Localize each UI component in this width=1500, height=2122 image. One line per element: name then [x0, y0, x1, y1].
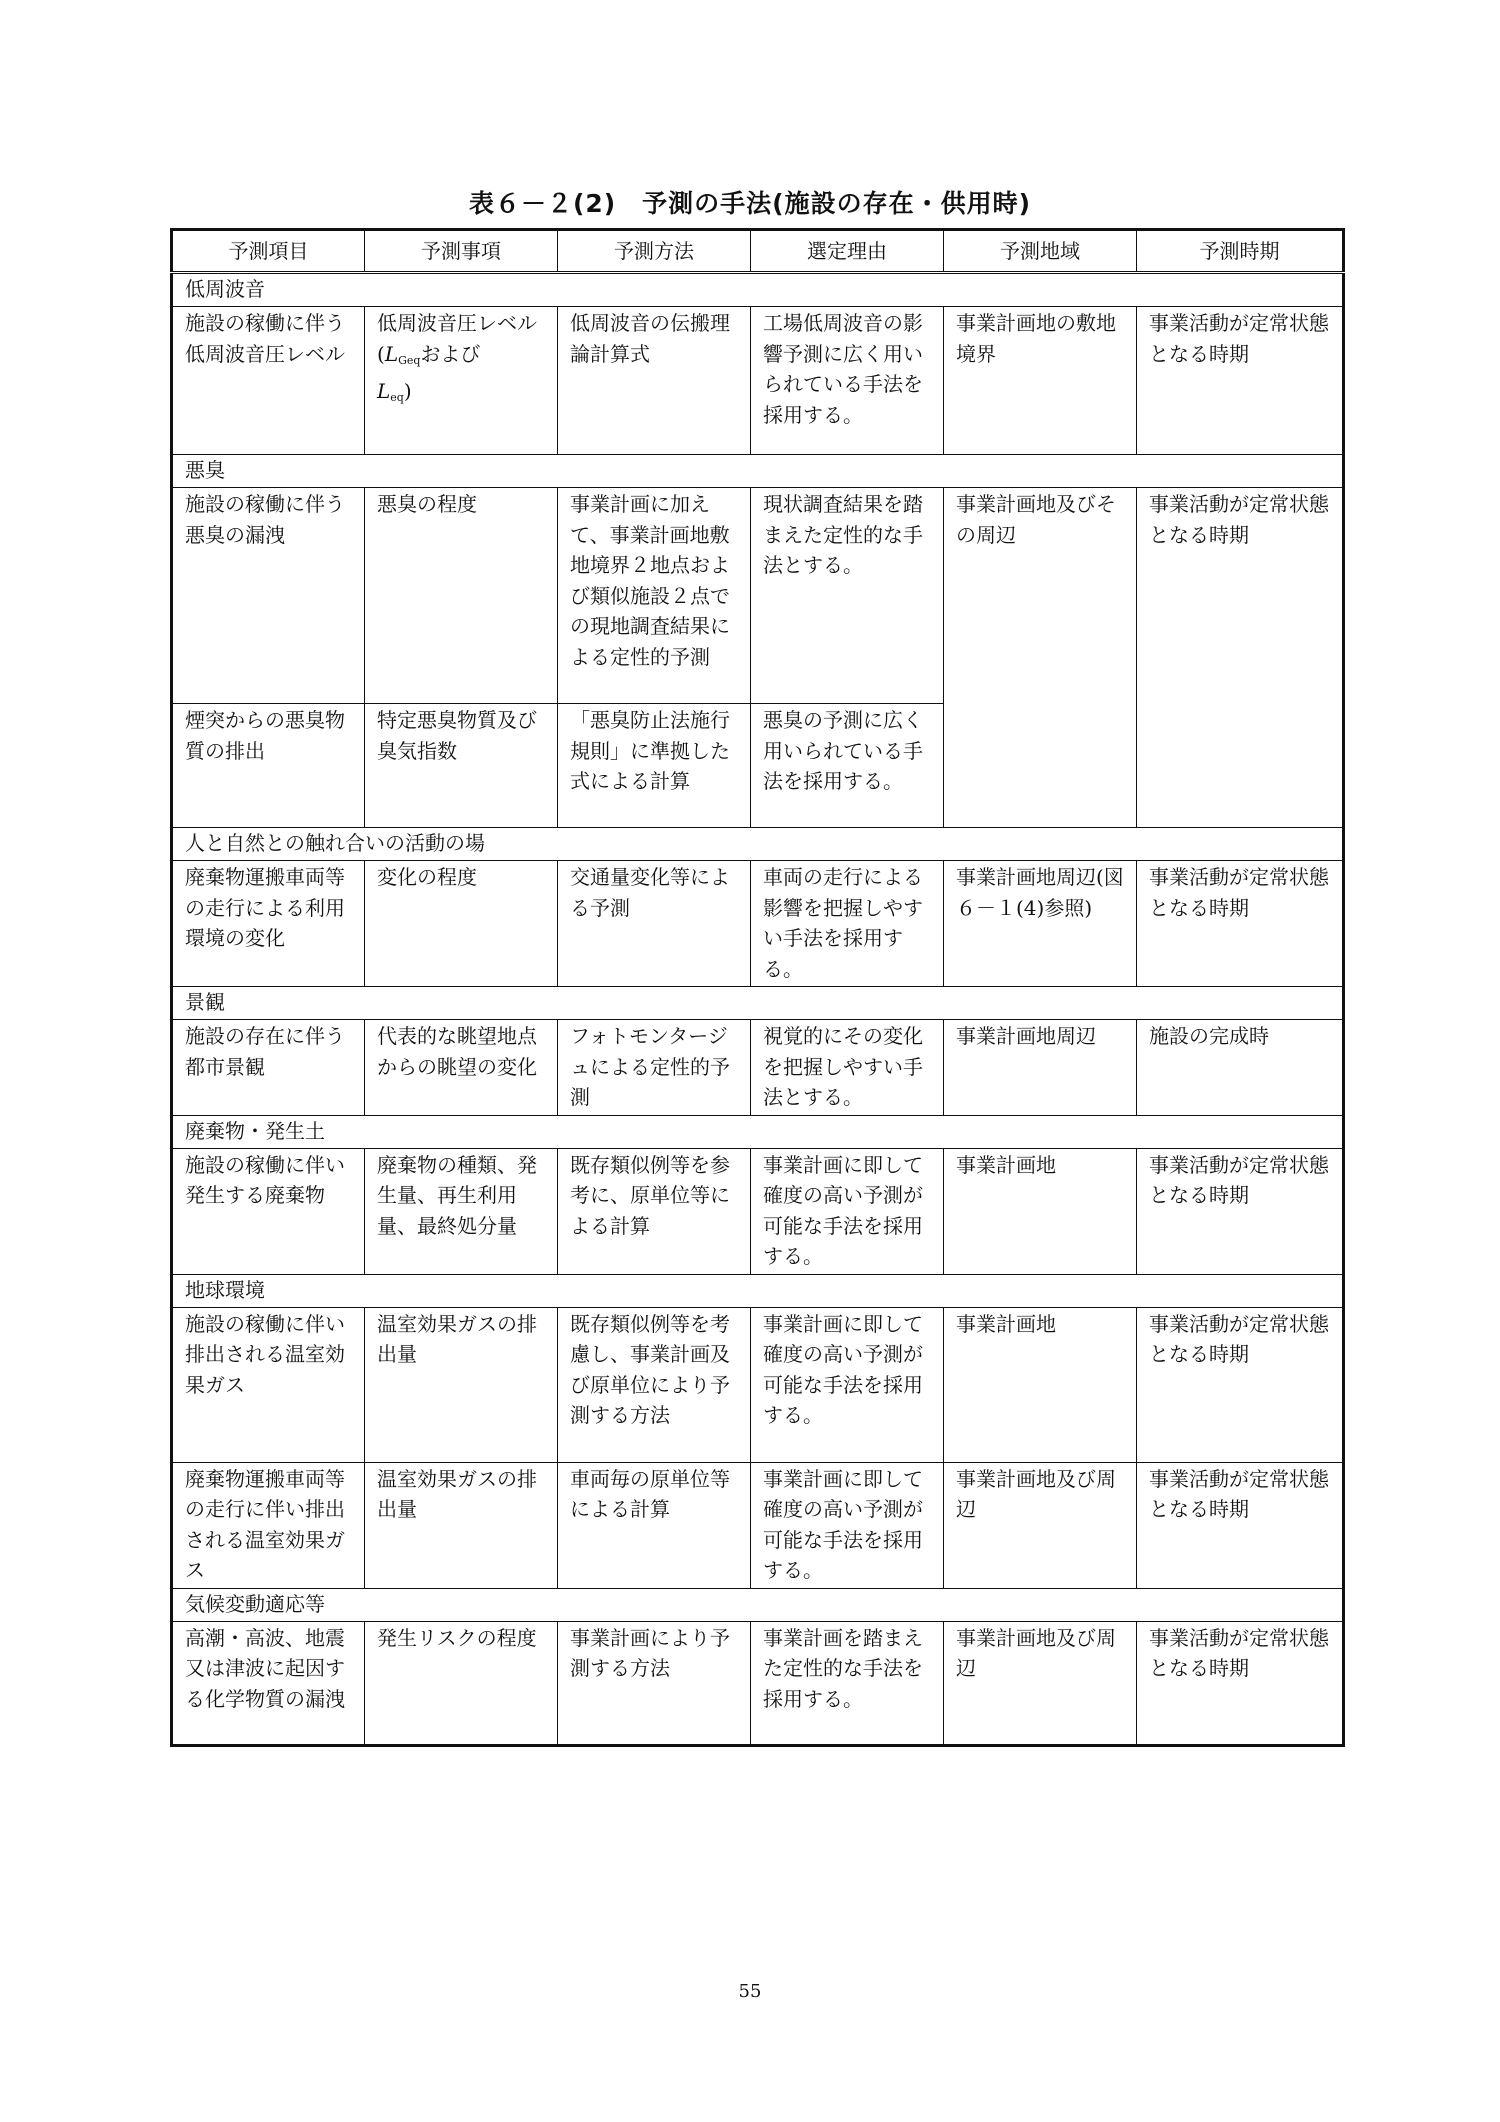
cell-method: 既存類似例等を考慮し、事業計画及び原単位により予測する方法	[558, 1307, 751, 1462]
cell-reason: 現状調査結果を踏まえた定性的な手法とする。	[751, 488, 944, 704]
category-nature-contact: 人と自然との触れ合いの活動の場	[172, 828, 1344, 861]
cell-area: 事業計画地周辺	[944, 1020, 1137, 1116]
cell-item: 施設の稼働に伴う悪臭の漏洩	[172, 488, 365, 704]
category-odor: 悪臭	[172, 455, 1344, 488]
cell-timing: 事業活動が定常状態となる時期	[1137, 307, 1344, 455]
matter-l-subscript: Geq	[398, 353, 421, 367]
matter-suffix: )	[403, 379, 412, 403]
cell-method: 事業計画により予測する方法	[558, 1621, 751, 1745]
table-row	[172, 307, 1344, 455]
cell-timing: 事業活動が定常状態となる時期	[1137, 488, 1344, 828]
cell-matter: 特定悪臭物質及び臭気指数	[365, 704, 558, 828]
category-row	[172, 1588, 1344, 1621]
cell-reason: 事業計画を踏まえた定性的な手法を採用する。	[751, 1621, 944, 1745]
table-row	[172, 861, 1344, 987]
cell-matter: 悪臭の程度	[365, 488, 558, 704]
category-global-environment: 地球環境	[172, 1274, 1344, 1307]
category-row	[172, 987, 1344, 1020]
category-row	[172, 455, 1344, 488]
matter-mid: および	[420, 341, 481, 366]
cell-item: 施設の存在に伴う都市景観	[172, 1020, 365, 1116]
cell-area: 事業計画地及び周辺	[944, 1621, 1137, 1745]
cell-timing: 事業活動が定常状態となる時期	[1137, 861, 1344, 987]
cell-matter: 温室効果ガスの排出量	[365, 1462, 558, 1588]
cell-matter: 代表的な眺望地点からの眺望の変化	[365, 1020, 558, 1116]
header-prediction-area: 予測地域	[944, 230, 1137, 273]
cell-item: 施設の稼働に伴い発生する廃棄物	[172, 1148, 365, 1274]
cell-area: 事業計画地	[944, 1148, 1137, 1274]
table-row	[172, 1148, 1344, 1274]
cell-method: フォトモンタージュによる定性的予測	[558, 1020, 751, 1116]
category-row	[172, 1115, 1344, 1148]
cell-area: 事業計画地周辺(図６－１(4)参照)	[944, 861, 1137, 987]
cell-reason: 事業計画に即して確度の高い予測が可能な手法を採用する。	[751, 1307, 944, 1462]
cell-item: 廃棄物運搬車両等の走行による利用環境の変化	[172, 861, 365, 987]
cell-timing: 事業活動が定常状態となる時期	[1137, 1462, 1344, 1588]
header-prediction-matter: 予測事項	[365, 230, 558, 273]
category-waste-soil: 廃棄物・発生土	[172, 1115, 1344, 1148]
cell-item: 施設の稼働に伴い排出される温室効果ガス	[172, 1307, 365, 1462]
cell-reason: 車両の走行による影響を把握しやすい手法を採用する。	[751, 861, 944, 987]
cell-reason: 悪臭の予測に広く用いられている手法を採用する。	[751, 704, 944, 828]
cell-matter: 変化の程度	[365, 861, 558, 987]
cell-item: 煙突からの悪臭物質の排出	[172, 704, 365, 828]
table-row	[172, 1621, 1344, 1745]
cell-method: 既存類似例等を参考に、原単位等による計算	[558, 1148, 751, 1274]
cell-timing: 施設の完成時	[1137, 1020, 1344, 1116]
cell-reason: 事業計画に即して確度の高い予測が可能な手法を採用する。	[751, 1148, 944, 1274]
cell-timing: 事業活動が定常状態となる時期	[1137, 1148, 1344, 1274]
cell-matter: 廃棄物の種類、発生量、再生利用量、最終処分量	[365, 1148, 558, 1274]
matter-l-subscript: eq	[390, 391, 404, 404]
cell-timing: 事業活動が定常状態となる時期	[1137, 1307, 1344, 1462]
cell-method: 「悪臭防止法施行規則」に準拠した式による計算	[558, 704, 751, 828]
category-landscape: 景観	[172, 987, 1344, 1020]
header-prediction-timing: 予測時期	[1137, 230, 1344, 273]
table-row	[172, 1462, 1344, 1588]
header-prediction-item: 予測項目	[172, 230, 365, 273]
table-header-row	[172, 230, 1344, 273]
cell-reason: 工場低周波音の影響予測に広く用いられている手法を採用する。	[751, 307, 944, 455]
cell-matter	[365, 307, 558, 455]
cell-method: 事業計画に加えて、事業計画地敷地境界２地点および類似施設２点での現地調査結果による定性的予測	[558, 488, 751, 704]
matter-l-symbol: L	[384, 341, 399, 366]
table-row	[172, 1020, 1344, 1116]
cell-area: 事業計画地及びその周辺	[944, 488, 1137, 828]
prediction-method-table	[170, 228, 1345, 1747]
matter-prefix: 低周波音圧レベル(	[377, 311, 537, 366]
cell-area: 事業計画地の敷地境界	[944, 307, 1137, 455]
table-row	[172, 1307, 1344, 1462]
cell-area: 事業計画地及び周辺	[944, 1462, 1137, 1588]
header-prediction-method: 予測方法	[558, 230, 751, 273]
cell-reason: 視覚的にその変化を把握しやすい手法とする。	[751, 1020, 944, 1116]
cell-item: 施設の稼働に伴う低周波音圧レベル	[172, 307, 365, 455]
cell-method: 低周波音の伝搬理論計算式	[558, 307, 751, 455]
cell-area: 事業計画地	[944, 1307, 1137, 1462]
matter-l-symbol: L	[377, 379, 391, 403]
cell-method: 交通量変化等による予測	[558, 861, 751, 987]
cell-matter: 温室効果ガスの排出量	[365, 1307, 558, 1462]
category-low-frequency-sound: 低周波音	[172, 273, 1344, 307]
cell-item: 廃棄物運搬車両等の走行に伴い排出される温室効果ガス	[172, 1462, 365, 1588]
category-climate-adaptation: 気候変動適応等	[172, 1588, 1344, 1621]
category-row	[172, 273, 1344, 307]
cell-reason: 事業計画に即して確度の高い予測が可能な手法を採用する。	[751, 1462, 944, 1588]
cell-timing: 事業活動が定常状態となる時期	[1137, 1621, 1344, 1745]
page-number: 55	[738, 1981, 762, 2002]
category-row	[172, 828, 1344, 861]
page-title: 表６－２(2) 予測の手法(施設の存在・供用時)	[468, 189, 1032, 218]
table-row	[172, 488, 1344, 704]
cell-matter: 発生リスクの程度	[365, 1621, 558, 1745]
cell-item: 高潮・高波、地震又は津波に起因する化学物質の漏洩	[172, 1621, 365, 1745]
header-selection-reason: 選定理由	[751, 230, 944, 273]
category-row	[172, 1274, 1344, 1307]
cell-method: 車両毎の原単位等による計算	[558, 1462, 751, 1588]
